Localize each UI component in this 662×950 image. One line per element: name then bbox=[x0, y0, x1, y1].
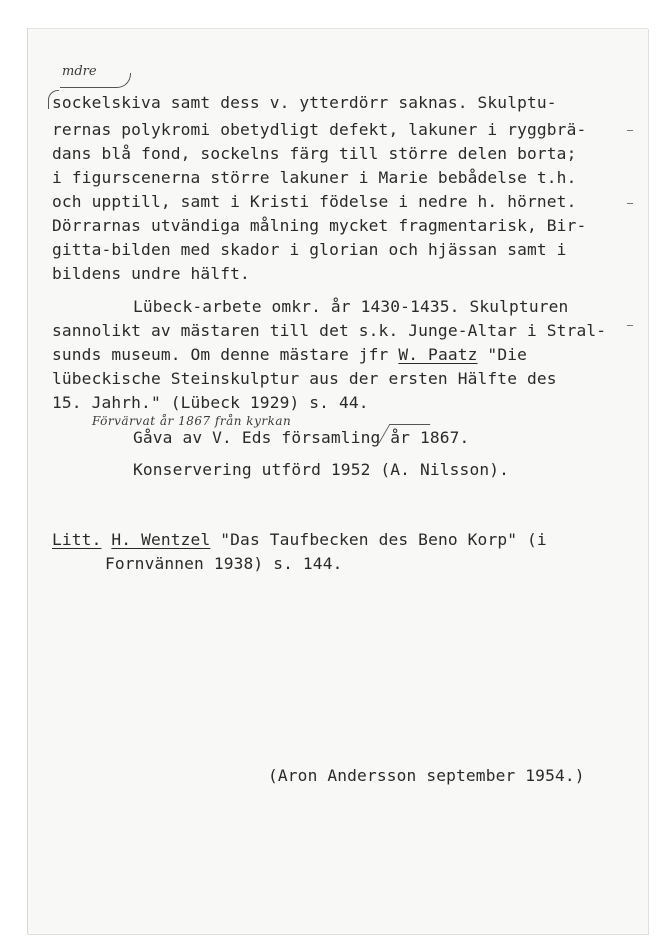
text-line bbox=[52, 345, 527, 365]
text-segment: "Die bbox=[477, 345, 528, 364]
text-segment: sunds museum. Om denne mästare jfr bbox=[52, 345, 399, 364]
text-line: sannolikt av mästaren till det s.k. Junge-Altar i Stral- bbox=[52, 321, 607, 340]
text-line: gitta-bilden med skador i glorian och hjässan samt i bbox=[52, 240, 567, 259]
margin-mark bbox=[627, 130, 633, 131]
text-line: i figurscenerna större lakuner i Marie bebådelse t.h. bbox=[52, 168, 577, 187]
handwritten-swoosh bbox=[60, 73, 131, 88]
gift-line: Gåva av V. Eds församling år 1867. bbox=[133, 428, 470, 447]
literature-line bbox=[52, 530, 547, 550]
text-line: och upptill, samt i Kristi födelse i nedre h. hörnet. bbox=[52, 192, 577, 211]
margin-mark bbox=[627, 203, 633, 204]
text-line: Dörrarnas utvändiga målning mycket fragmentarisk, Bir- bbox=[52, 216, 587, 235]
text-line: sockelskiva samt dess v. ytterdörr saknas. Skulptu- bbox=[52, 93, 557, 112]
handwritten-insertion: Förvärvat år 1867 från kyrkan bbox=[92, 414, 292, 428]
conservation-line: Konservering utförd 1952 (A. Nilsson). bbox=[133, 460, 510, 479]
literature-line-2: Fornvännen 1938) s. 144. bbox=[105, 554, 343, 573]
text-line: rernas polykromi obetydligt defekt, lakuner i ryggbrä- bbox=[52, 120, 587, 139]
literature-author: H. Wentzel bbox=[111, 530, 211, 549]
text-line: bildens undre hälft. bbox=[52, 264, 250, 283]
text-line: dans blå fond, sockelns färg till större delen borta; bbox=[52, 144, 577, 163]
text-line: Lübeck-arbete omkr. år 1430-1435. Skulpturen bbox=[133, 297, 569, 316]
text-line: 15. Jahrh." (Lübeck 1929) s. 44. bbox=[52, 393, 369, 412]
literature-label: Litt. bbox=[52, 530, 102, 549]
reference-author: W. Paatz bbox=[398, 345, 478, 364]
text-line: lübeckische Steinskulptur aus der ersten Hälfte des bbox=[52, 369, 557, 388]
handwritten-annotation-top: mdre bbox=[62, 64, 97, 79]
margin-mark bbox=[627, 325, 633, 326]
signature-line: (Aron Andersson september 1954.) bbox=[268, 766, 585, 785]
text-segment: "Das Taufbecken des Beno Korp" (i bbox=[210, 530, 547, 549]
